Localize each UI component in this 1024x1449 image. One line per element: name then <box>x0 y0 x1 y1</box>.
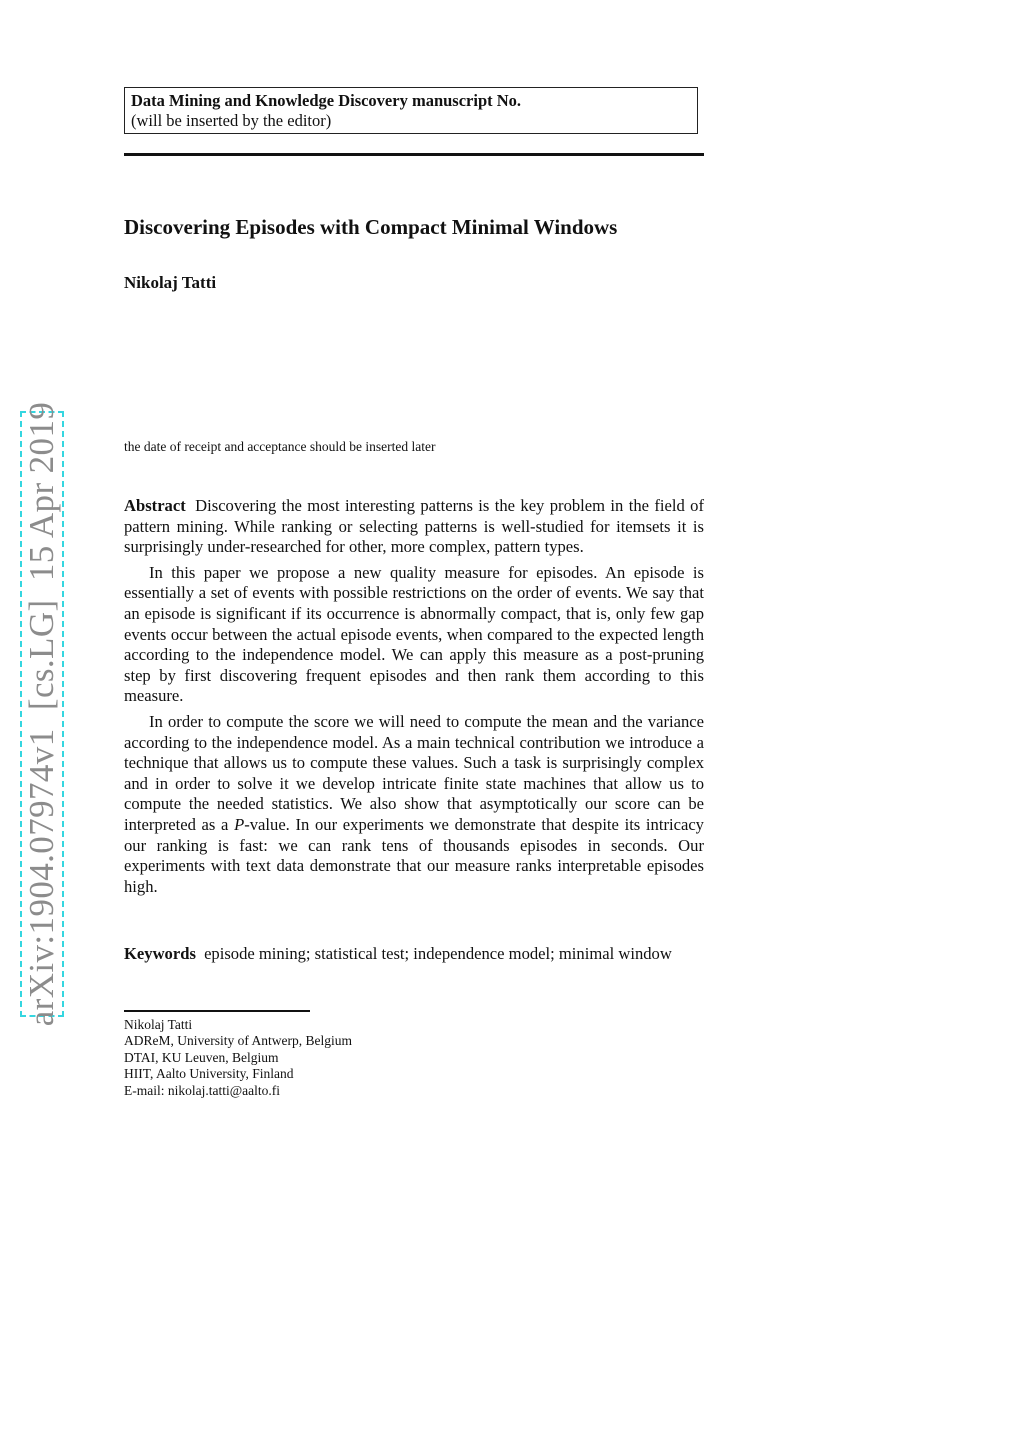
p-value-symbol: P <box>234 814 245 834</box>
abstract-paragraph-1 <box>124 496 704 558</box>
abstract-text-3b: -value. In our experiments we demonstrate that despite its intricacy our ranking is fast: we can rank tens of thousands episodes in seconds. Our experiments with text data demonstrate that our measure ranks interpretable episodes high. <box>124 814 704 896</box>
abstract-paragraph-3 <box>124 712 704 897</box>
keywords-text: episode mining; statistical test; independence model; minimal window <box>204 944 672 963</box>
header-divider <box>124 153 704 156</box>
receipt-dates: the date of receipt and acceptance should be inserted later <box>124 439 436 454</box>
footnote-divider <box>124 1010 310 1012</box>
abstract <box>124 496 704 902</box>
affiliation-line: Nikolaj Tatti <box>124 1017 193 1032</box>
abstract-paragraph-2: In this paper we propose a new quality measure for episodes. An episode is essentially a set of events with possible restrictions on the order of events. We say that an episode is significant if its occurrence is abnormally compact, that is, only few gap events occur between the actual episode events, when compared to the expected length according to the independence model. We can apply this measure as a post-pruning step by first discovering frequent episodes and then rank them according to this measure. <box>124 562 704 706</box>
affiliations <box>124 1017 352 1099</box>
affiliation-line: DTAI, KU Leuven, Belgium <box>124 1049 279 1065</box>
keywords-label: Keywords <box>124 944 196 963</box>
affiliation-email: E-mail: nikolaj.tatti@aalto.fi <box>124 1082 281 1098</box>
arxiv-identifier[interactable]: arXiv:1904.07974v1 [cs.LG] 15 Apr 2019 <box>22 401 61 1027</box>
abstract-text-1: Discovering the most interesting patterns is the key problem in the field of pattern mining. While ranking or selecting patterns is well-studied for itemsets it is surprisingly under-researched for other, more complex, pattern types. <box>124 496 704 557</box>
journal-name: Data Mining and Knowledge Discovery manuscript No. <box>131 91 522 110</box>
keywords <box>124 944 694 965</box>
abstract-label: Abstract <box>124 496 186 515</box>
journal-header-box <box>124 87 698 134</box>
abstract-text-3a: In order to compute the score we will need to compute the mean and the variance according to the independence model. As a main technical contribution we introduce a technique that allows us to compute these values. Such a task is surprisingly complex and in order to solve it we develop intricate finite state machines that allow us to compute the needed statistics. We also show that asymptotically our score can be interpreted as a <box>124 711 704 834</box>
affiliation-line: HIIT, Aalto University, Finland <box>124 1066 294 1082</box>
paper-author: Nikolaj Tatti <box>124 273 217 292</box>
editor-note: (will be inserted by the editor) <box>131 111 332 130</box>
paper-title: Discovering Episodes with Compact Minimal Windows <box>124 215 618 239</box>
affiliation-line: ADReM, University of Antwerp, Belgium <box>124 1033 352 1049</box>
